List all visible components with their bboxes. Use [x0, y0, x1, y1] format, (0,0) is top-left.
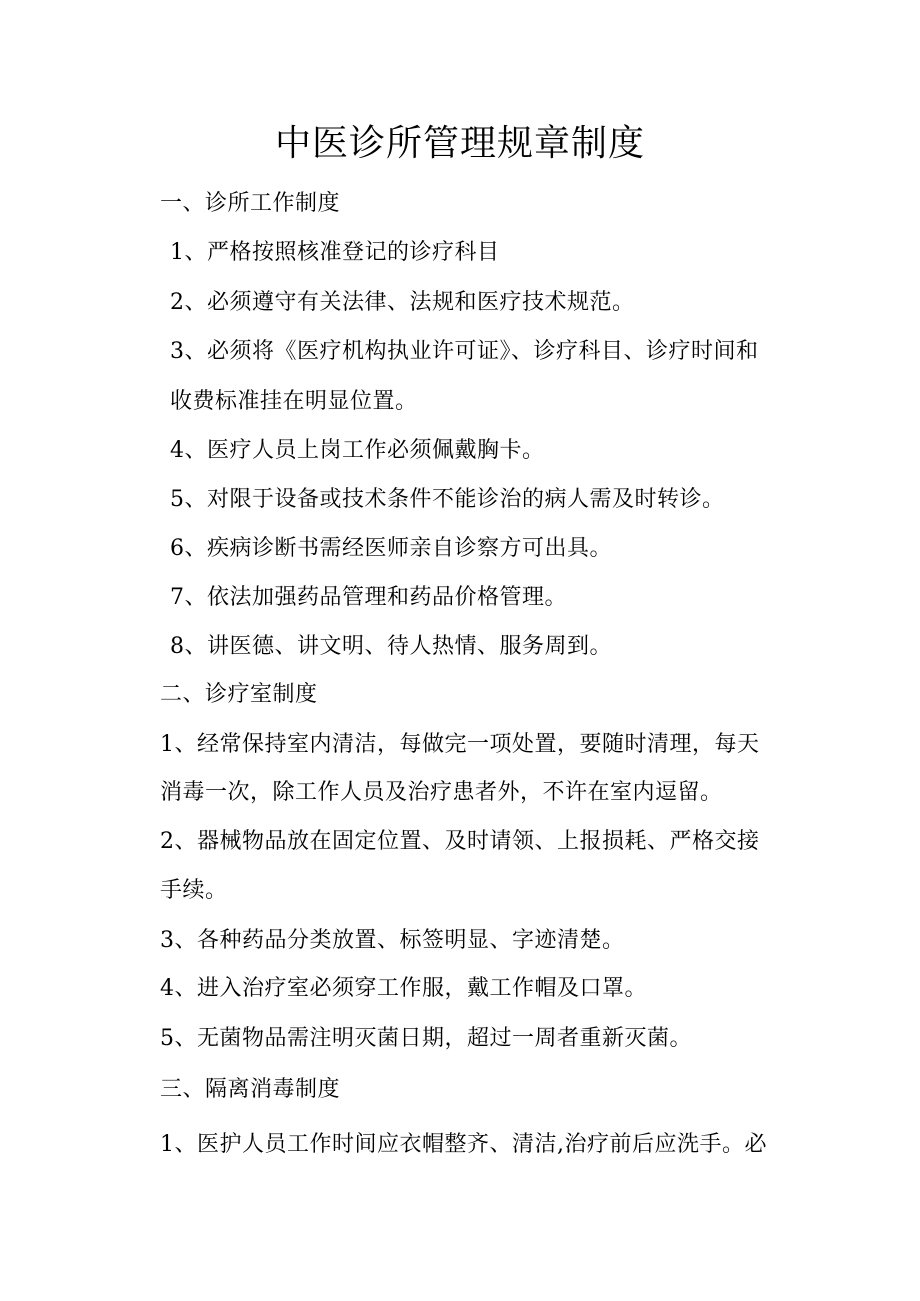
- section-heading-1: 一、诊所工作制度: [160, 191, 341, 216]
- paragraph-line: 4、医疗人员上岗工作必须佩戴胸卡。: [170, 438, 545, 463]
- paragraph-line: 8、讲医德、讲文明、待人热情、服务周到。: [170, 634, 612, 659]
- paragraph-line: 手续。: [160, 878, 228, 903]
- paragraph-line: 消毒一次，除工作人员及治疗患者外，不许在室内逗留。: [160, 780, 723, 805]
- section-heading-2: 二、诊疗室制度: [160, 682, 318, 707]
- paragraph-line: 2、器械物品放在固定位置、及时请领、上报损耗、严格交接: [160, 829, 760, 854]
- paragraph-line: 收费标准挂在明显位置。: [170, 389, 418, 414]
- document-title: 中医诊所管理规章制度: [274, 123, 645, 164]
- paragraph-line: 2、必须遵守有关法律、法规和医疗技术规范。: [170, 290, 635, 315]
- paragraph-line: 7、依法加强药品管理和药品价格管理。: [170, 585, 567, 610]
- paragraph-line: 5、对限于设备或技术条件不能诊治的病人需及时转诊。: [170, 487, 725, 512]
- section-heading-3: 三、隔离消毒制度: [160, 1077, 341, 1102]
- paragraph-line: 5、无菌物品需注明灭菌日期，超过一周者重新灭菌。: [160, 1026, 692, 1051]
- paragraph-line: 1、经常保持室内清洁，每做完一项处置，要随时清理，每天: [160, 732, 760, 757]
- paragraph-line: 1、严格按照核准登记的诊疗科目: [170, 240, 500, 265]
- paragraph-line: 1、医护人员工作时间应衣帽整齐、清洁,治疗前后应洗手。必: [160, 1132, 767, 1157]
- paragraph-line: 3、各种药品分类放置、标签明显、字迹清楚。: [160, 928, 625, 953]
- paragraph-line: 6、疾病诊断书需经医师亲自诊察方可出具。: [170, 536, 612, 561]
- paragraph-line: 3、必须将《医疗机构执业许可证》、诊疗科目、诊疗时间和: [170, 339, 759, 364]
- paragraph-line: 4、进入治疗室必须穿工作服，戴工作帽及口罩。: [160, 976, 647, 1001]
